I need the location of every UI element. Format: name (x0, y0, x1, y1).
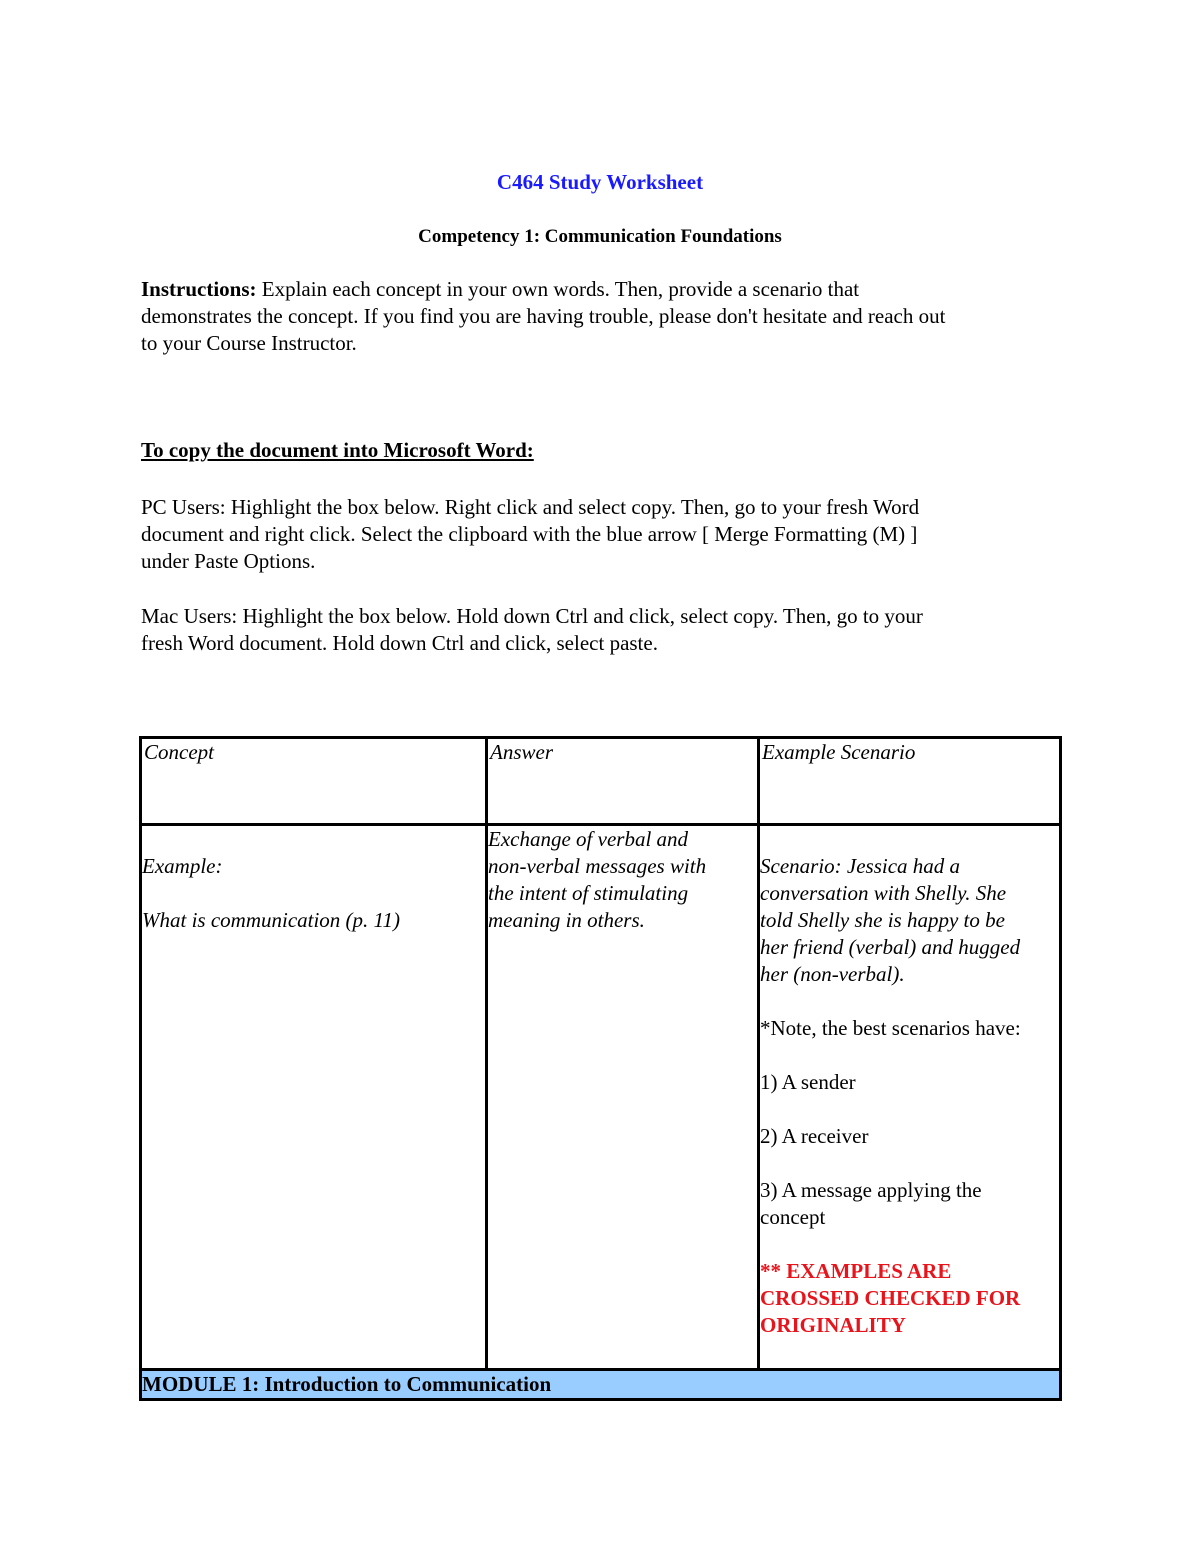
example-question: What is communication (p. 11) (142, 908, 400, 932)
scenario-item-message-cont: concept (760, 1205, 826, 1229)
header-answer: Answer (487, 738, 759, 825)
mac-users-paragraph (141, 603, 1061, 657)
scenario-cell[interactable] (759, 825, 1061, 1370)
worksheet-table[interactable] (139, 736, 1062, 1401)
competency-subtitle: Competency 1: Communication Foundations (418, 226, 782, 247)
instructions-line-1: Explain each concept in your own words. Then, provide a scenario that (256, 277, 860, 301)
pc-line-3: under Paste Options. (141, 549, 316, 573)
scenario-line: her (non-verbal). (760, 962, 905, 986)
module-row (141, 1370, 1061, 1400)
pc-line-1: PC Users: Highlight the box below. Right click and select copy. Then, go to your fresh Word (141, 495, 920, 519)
scenario-line: her friend (verbal) and hugged (760, 935, 1021, 959)
instructions-label: Instructions: (141, 277, 257, 301)
header-concept: Concept (141, 738, 487, 825)
originality-warning: ** EXAMPLES ARE (760, 1259, 952, 1283)
example-label: Example: (142, 854, 223, 878)
answer-cell[interactable] (487, 825, 759, 1370)
table-header-row (141, 738, 1061, 825)
instructions-line-2: demonstrates the concept. If you find you are having trouble, please don't hesitate and reach out (141, 304, 946, 328)
example-row (141, 825, 1061, 1370)
scenario-line: conversation with Shelly. She (760, 881, 1007, 905)
scenario-line: Scenario: Jessica had a (760, 854, 961, 878)
instructions-paragraph (141, 276, 1061, 357)
scenario-item-receiver: 2) A receiver (760, 1124, 869, 1148)
originality-warning: ORIGINALITY (760, 1313, 906, 1337)
module-1-heading[interactable]: MODULE 1: Introduction to Communication (141, 1370, 1061, 1400)
instructions-line-3: to your Course Instructor. (141, 331, 357, 355)
copy-heading: To copy the document into Microsoft Word: (141, 438, 534, 462)
scenario-line: told Shelly she is happy to be (760, 908, 1005, 932)
mac-line-1: Mac Users: Highlight the box below. Hold down Ctrl and click, select copy. Then, go to your (141, 604, 923, 628)
scenario-item-message: 3) A message applying the (760, 1178, 982, 1202)
concept-cell[interactable] (141, 825, 487, 1370)
header-example-scenario: Example Scenario (759, 738, 1061, 825)
scenario-item-sender: 1) A sender (760, 1070, 856, 1094)
answer-line: the intent of stimulating (488, 881, 689, 905)
mac-line-2: fresh Word document. Hold down Ctrl and click, select paste. (141, 631, 658, 655)
answer-line: meaning in others. (488, 908, 645, 932)
answer-line: Exchange of verbal and (488, 827, 689, 851)
pc-line-2: document and right click. Select the clipboard with the blue arrow [ Merge Formatting (M) ] (141, 522, 918, 546)
answer-line: non-verbal messages with (488, 854, 707, 878)
worksheet-title: C464 Study Worksheet (496, 170, 704, 194)
originality-warning: CROSSED CHECKED FOR (760, 1286, 1021, 1310)
scenario-note: *Note, the best scenarios have: (760, 1016, 1021, 1040)
pc-users-paragraph (141, 494, 1061, 575)
